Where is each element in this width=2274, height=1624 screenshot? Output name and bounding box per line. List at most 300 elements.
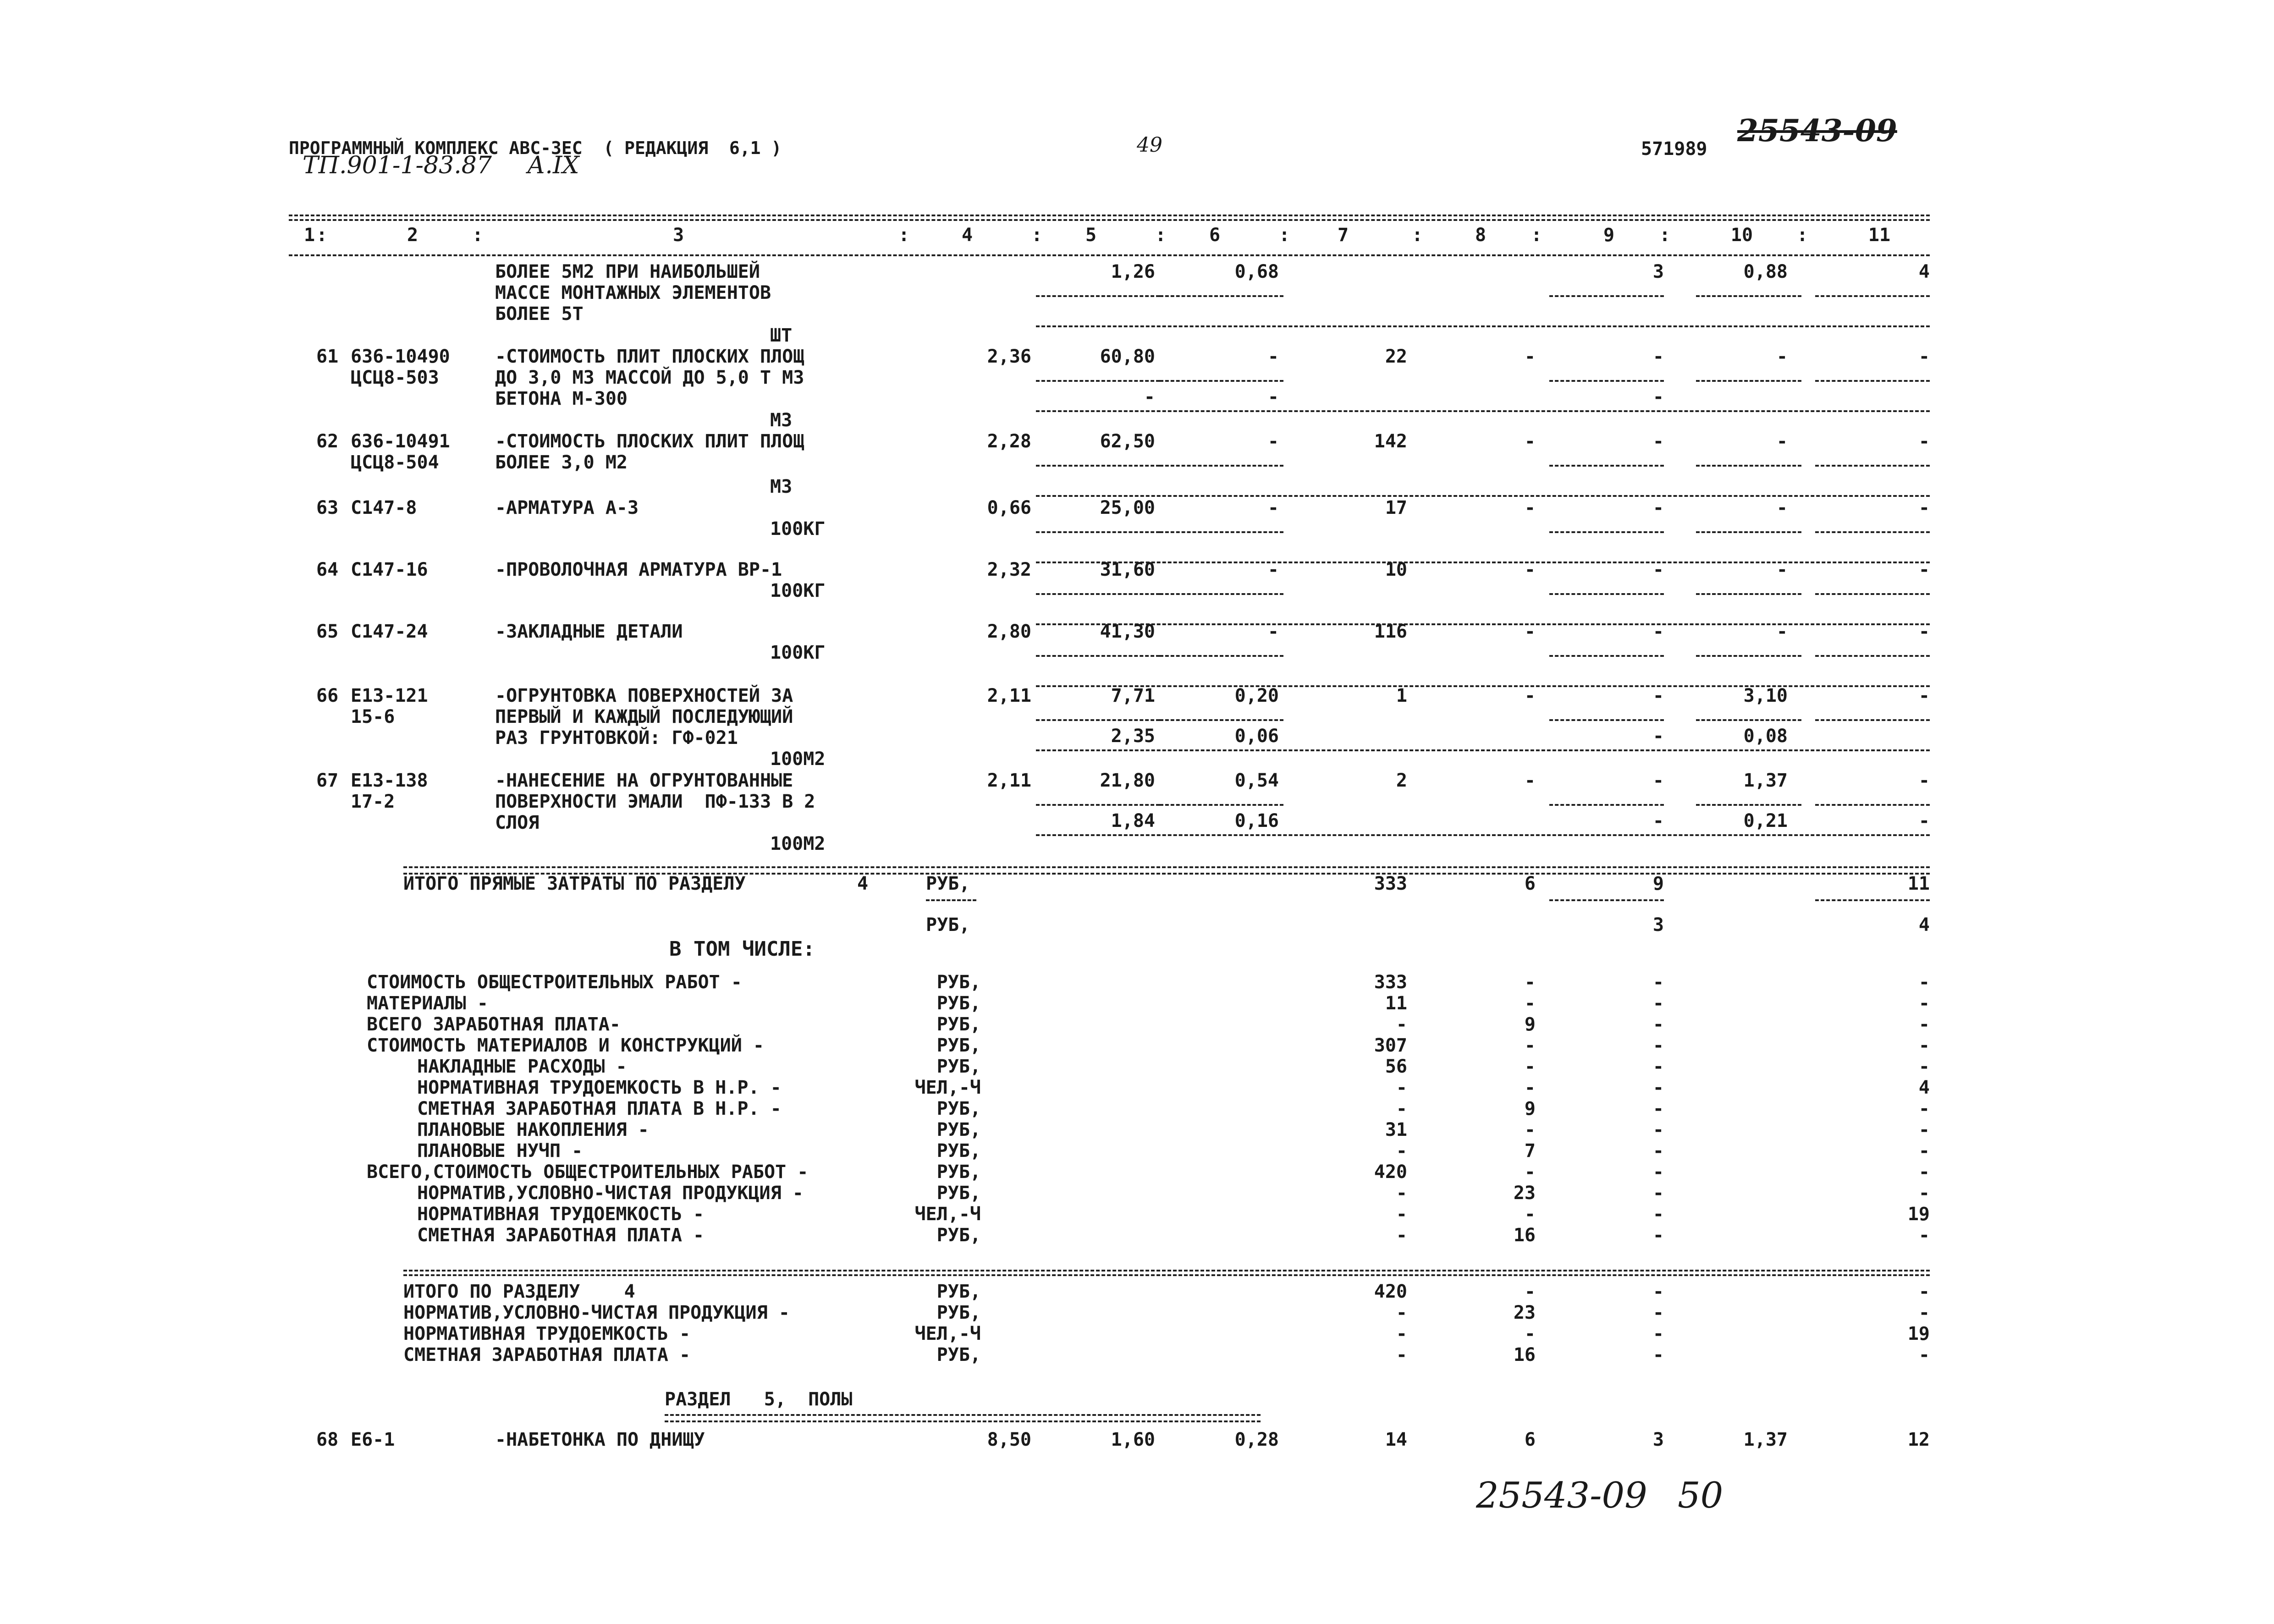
row-sub-s6: 0,06 — [1234, 726, 1279, 747]
row-c8: - — [1524, 431, 1536, 452]
row-subrule-s9 — [1549, 804, 1664, 806]
direct-costs-c9b: 3 — [1652, 914, 1664, 936]
summary-unit: РУБ, — [936, 1183, 981, 1204]
row-c10: 0,88 — [1743, 261, 1788, 282]
row-number: 65 — [316, 621, 339, 642]
row-description: -АРМАТУРА А-3 — [495, 497, 639, 518]
summary-c8: - — [1524, 993, 1536, 1014]
row-separator — [1036, 325, 1930, 327]
row-subrule-s9 — [1549, 531, 1664, 533]
row-subrule-s11 — [1815, 593, 1930, 595]
section-total-c9: - — [1652, 1323, 1664, 1344]
summary-unit: ЧЕЛ,-Ч — [914, 1077, 981, 1098]
row-number: 64 — [316, 559, 339, 580]
summary-c9: - — [1652, 1183, 1664, 1204]
column-header-separator: : — [1531, 225, 1542, 246]
footer-handwritten-ref: 25543-09 — [1476, 1475, 1647, 1516]
summary-c11: - — [1918, 972, 1930, 993]
row-c10: - — [1776, 559, 1788, 580]
row-description: СЛОЯ — [495, 812, 540, 833]
summary-c11: - — [1918, 1162, 1930, 1183]
row-sub-s5: 1,84 — [1111, 810, 1155, 831]
row-code: Е13-121 — [351, 685, 428, 706]
column-header-separator: : — [1279, 225, 1290, 246]
row-c4: 2,80 — [987, 621, 1031, 642]
row-unit: 100КГ — [770, 518, 826, 539]
summary-label: СМЕТНАЯ ЗАРАБОТНАЯ ПЛАТА - — [417, 1225, 705, 1246]
row-separator — [1036, 623, 1930, 625]
doc-code: 571989 — [1641, 138, 1707, 160]
row-c5: 41,30 — [1100, 621, 1155, 642]
row-c11: - — [1918, 559, 1930, 580]
summary-unit: РУБ, — [936, 1098, 981, 1119]
summary-c7: - — [1396, 1183, 1407, 1204]
row-subrule-s5 — [1036, 719, 1160, 721]
summary-c8: - — [1524, 972, 1536, 993]
column-header-separator: : — [1797, 225, 1808, 246]
column-header-8: 8 — [1475, 225, 1487, 246]
summary-c11: - — [1918, 1014, 1930, 1035]
summary-c9: - — [1652, 1162, 1664, 1183]
row-c6: - — [1267, 621, 1279, 642]
column-header-separator: : — [316, 225, 328, 246]
column-header-separator: : — [472, 225, 484, 246]
summary-c7: - — [1396, 1225, 1407, 1246]
row-c8: - — [1524, 685, 1536, 706]
section-total-c11: - — [1918, 1344, 1930, 1365]
summary-c9: - — [1652, 993, 1664, 1014]
row-c5: 7,71 — [1111, 685, 1155, 706]
row-c8: - — [1524, 621, 1536, 642]
direct-costs-label: ИТОГО ПРЯМЫЕ ЗАТРАТЫ ПО РАЗДЕЛУ — [403, 873, 746, 894]
section-total-c7: - — [1396, 1323, 1407, 1344]
summary-c11: - — [1918, 1225, 1930, 1246]
row-c11: - — [1918, 685, 1930, 706]
row-subrule-s9 — [1549, 295, 1664, 297]
row-sub-s5: - — [1144, 386, 1155, 407]
row-subrule-s10 — [1696, 295, 1801, 297]
column-header-4: 4 — [961, 225, 973, 246]
row-subrule-s6 — [1160, 719, 1283, 721]
summary-c8: 16 — [1513, 1225, 1536, 1246]
header-rule-top — [289, 215, 1930, 216]
row-code: ЦСЦ8-503 — [351, 367, 439, 388]
row-subrule-s6 — [1160, 531, 1283, 533]
summary-c8: 7 — [1524, 1140, 1536, 1162]
summary-label: НОРМАТИВНАЯ ТРУДОЕМКОСТЬ В Н.Р. - — [417, 1077, 782, 1098]
row-description: РАЗ ГРУНТОВКОЙ: ГФ-021 — [495, 727, 738, 749]
summary-label: ВСЕГО ЗАРАБОТНАЯ ПЛАТА- — [367, 1014, 621, 1035]
row-subrule-s10 — [1696, 465, 1801, 467]
summary-c11: - — [1918, 1035, 1930, 1056]
summary-c9: - — [1652, 1056, 1664, 1077]
row-unit: 100М2 — [770, 749, 826, 770]
row-subrule-s10 — [1696, 655, 1801, 657]
summary-c9: - — [1652, 1204, 1664, 1225]
summary-c7: - — [1396, 1014, 1407, 1035]
row-sub-s10: 0,21 — [1743, 810, 1788, 831]
row-subrule-s6 — [1160, 465, 1283, 467]
row-c10: 3,10 — [1743, 685, 1788, 706]
row-c7: 116 — [1374, 621, 1407, 642]
column-header-11: 11 — [1868, 225, 1891, 246]
summary-unit: ЧЕЛ,-Ч — [914, 1204, 981, 1225]
row-c11: - — [1918, 621, 1930, 642]
summary-c11: - — [1918, 993, 1930, 1014]
row-description: БОЛЕЕ 5Т — [495, 303, 584, 325]
summary-c7: 307 — [1374, 1035, 1407, 1056]
summary-label: ПЛАНОВЫЕ НУЧП - — [417, 1140, 583, 1162]
row68-c10: 1,37 — [1743, 1429, 1788, 1450]
row-subrule-s6 — [1160, 295, 1283, 297]
row-description: ДО 3,0 М3 МАССОЙ ДО 5,0 Т М3 — [495, 367, 804, 388]
row-c5: 62,50 — [1100, 431, 1155, 452]
row-separator — [1036, 685, 1930, 687]
next-section-underline — [665, 1414, 1261, 1422]
row-subrule-s9 — [1549, 465, 1664, 467]
section-total-label: НОРМАТИВ,УСЛОВНО-ЧИСТАЯ ПРОДУКЦИЯ - — [403, 1302, 790, 1323]
row-c8: - — [1524, 559, 1536, 580]
summary-unit: РУБ, — [936, 1225, 981, 1246]
summary-c8: - — [1524, 1056, 1536, 1077]
row68-code: Е6-1 — [351, 1429, 395, 1450]
row-c6: - — [1267, 431, 1279, 452]
row-code: С147-8 — [351, 497, 417, 518]
row-c5: 25,00 — [1100, 497, 1155, 518]
row-subrule-s10 — [1696, 531, 1801, 533]
row-c9: - — [1652, 559, 1664, 580]
row68-num: 68 — [316, 1429, 339, 1450]
header-rule-top-2 — [289, 219, 1930, 221]
summary-label: НОРМАТИВНАЯ ТРУДОЕМКОСТЬ - — [417, 1204, 705, 1225]
row-c9: - — [1652, 431, 1664, 452]
row-c11: - — [1918, 497, 1930, 518]
row-description: БОЛЕЕ 5М2 ПРИ НАИБОЛЬШЕЙ — [495, 261, 760, 282]
row68-c7: 14 — [1385, 1429, 1407, 1450]
section-total-c9: - — [1652, 1281, 1664, 1302]
row-description: -ОГРУНТОВКА ПОВЕРХНОСТЕЙ ЗА — [495, 685, 793, 706]
summary-c7: 420 — [1374, 1162, 1407, 1183]
row-description: МАССЕ МОНТАЖНЫХ ЭЛЕМЕНТОВ — [495, 282, 771, 303]
row-subrule-s6 — [1160, 804, 1283, 806]
row-c7: 142 — [1374, 431, 1407, 452]
including-label: В ТОМ ЧИСЛЕ: — [669, 937, 815, 961]
summary-c11: 19 — [1907, 1204, 1930, 1225]
row-separator — [1036, 410, 1930, 412]
row68-c11: 12 — [1907, 1429, 1930, 1450]
section-total-unit: РУБ, — [936, 1302, 981, 1323]
row-subrule-s11 — [1815, 465, 1930, 467]
row-code: ЦСЦ8-504 — [351, 452, 439, 473]
row-subrule-s6 — [1160, 380, 1283, 382]
row-unit-top: М3 — [770, 476, 793, 497]
row-c5: 21,80 — [1100, 770, 1155, 791]
row-sub-s5: 2,35 — [1111, 726, 1155, 747]
section-total-label: ИТОГО ПО РАЗДЕЛУ 4 — [403, 1281, 635, 1302]
row-code: Е13-138 — [351, 770, 428, 791]
row-description: -ПРОВОЛОЧНАЯ АРМАТУРА ВР-1 — [495, 559, 782, 580]
column-header-6: 6 — [1209, 225, 1221, 246]
row-c8: - — [1524, 770, 1536, 791]
row68-c8: 6 — [1524, 1429, 1536, 1450]
row-c7: 22 — [1385, 346, 1407, 367]
summary-label: НОРМАТИВ,УСЛОВНО-ЧИСТАЯ ПРОДУКЦИЯ - — [417, 1183, 804, 1204]
summary-c7: - — [1396, 1140, 1407, 1162]
struck-stamp-number: 25543-09 — [1737, 113, 1897, 149]
section-total-unit: РУБ, — [936, 1281, 981, 1302]
summary-c8: - — [1524, 1077, 1536, 1098]
section-total-c7: - — [1396, 1302, 1407, 1323]
row-c10: 1,37 — [1743, 770, 1788, 791]
row-c5: 60,80 — [1100, 346, 1155, 367]
direct-costs-c7: 333 — [1374, 873, 1407, 894]
row-c11: - — [1918, 770, 1930, 791]
row-description: -СТОИМОСТЬ ПЛОСКИХ ПЛИТ ПЛОЩ — [495, 431, 804, 452]
summary-unit: РУБ, — [936, 1014, 981, 1035]
row-subrule-s11 — [1815, 655, 1930, 657]
summary-c7: 56 — [1385, 1056, 1407, 1077]
row-number: 61 — [316, 346, 339, 367]
row-c6: 0,68 — [1234, 261, 1279, 282]
row-subrule-s9 — [1549, 655, 1664, 657]
row-sub-s6: 0,16 — [1234, 810, 1279, 831]
row-unit: 100КГ — [770, 642, 826, 663]
row-unit: 100М2 — [770, 833, 826, 854]
summary-c7: - — [1396, 1204, 1407, 1225]
summary-unit: РУБ, — [936, 1162, 981, 1183]
summary-c11: 4 — [1918, 1077, 1930, 1098]
direct-costs-underline-unit — [926, 899, 976, 901]
row-c10: - — [1776, 621, 1788, 642]
row-c5: 1,26 — [1111, 261, 1155, 282]
row-description: БОЛЕЕ 3,0 М2 — [495, 452, 628, 473]
summary-c7: 333 — [1374, 972, 1407, 993]
section-total-c9: - — [1652, 1302, 1664, 1323]
summary-c7: - — [1396, 1098, 1407, 1119]
row-subrule-s5 — [1036, 295, 1160, 297]
summary-label: СМЕТНАЯ ЗАРАБОТНАЯ ПЛАТА В Н.Р. - — [417, 1098, 782, 1119]
row-c7: 17 — [1385, 497, 1407, 518]
next-section-title: РАЗДЕЛ 5, ПОЛЫ — [665, 1389, 853, 1410]
section-total-c7: - — [1396, 1344, 1407, 1365]
summary-c8: - — [1524, 1035, 1536, 1056]
section-total-c8: 23 — [1513, 1302, 1536, 1323]
row-description: -НАНЕСЕНИЕ НА ОГРУНТОВАННЫЕ — [495, 770, 793, 791]
summary-unit: РУБ, — [936, 1035, 981, 1056]
section-total-c11: 19 — [1907, 1323, 1930, 1344]
summary-c7: 11 — [1385, 993, 1407, 1014]
summary-c11: - — [1918, 1140, 1930, 1162]
row-subrule-s6 — [1160, 593, 1283, 595]
direct-costs-unit: РУБ, — [926, 873, 970, 894]
row-separator — [1036, 495, 1930, 497]
direct-costs-section: 4 — [857, 873, 869, 894]
row-unit: 100КГ — [770, 580, 826, 601]
row-c4: 2,36 — [987, 346, 1031, 367]
handwritten-project-ref: ТП.901-1-83.87 — [303, 152, 492, 179]
row-sub-s10: 0,08 — [1743, 726, 1788, 747]
summary-c9: - — [1652, 1119, 1664, 1140]
column-header-1: 1 — [303, 225, 315, 246]
footer-handwritten-page: 50 — [1678, 1475, 1723, 1516]
row-c9: - — [1652, 685, 1664, 706]
row-c10: - — [1776, 497, 1788, 518]
row-code: С147-24 — [351, 621, 428, 642]
row-c4: 0,66 — [987, 497, 1031, 518]
column-header-separator: : — [1031, 225, 1043, 246]
row-c7: 1 — [1396, 685, 1407, 706]
section-total-label: НОРМАТИВНАЯ ТРУДОЕМКОСТЬ - — [403, 1323, 691, 1344]
row-subrule-s11 — [1815, 804, 1930, 806]
summary-c11: - — [1918, 1183, 1930, 1204]
direct-costs-underline-c11 — [1815, 899, 1930, 901]
row-description: ПОВЕРХНОСТИ ЭМАЛИ ПФ-133 В 2 — [495, 791, 815, 812]
row-separator — [1036, 562, 1930, 563]
row-c4: 2,11 — [987, 770, 1031, 791]
row-c8: - — [1524, 346, 1536, 367]
column-header-5: 5 — [1085, 225, 1097, 246]
section-total-c11: - — [1918, 1302, 1930, 1323]
summary-c9: - — [1652, 1077, 1664, 1098]
column-header-10: 10 — [1730, 225, 1753, 246]
row-sub-s6: - — [1267, 386, 1279, 407]
row68-c6: 0,28 — [1234, 1429, 1279, 1450]
row-sub-s9: - — [1652, 726, 1664, 747]
row-c6: - — [1267, 559, 1279, 580]
row-c11: - — [1918, 346, 1930, 367]
row-separator — [1036, 834, 1930, 836]
column-header-separator: : — [1659, 225, 1671, 246]
handwritten-album: А.IX — [527, 152, 579, 179]
summary-c11: - — [1918, 1098, 1930, 1119]
row-number: 66 — [316, 685, 339, 706]
section-total-c7: 420 — [1374, 1281, 1407, 1302]
row-c11: 4 — [1918, 261, 1930, 282]
row-unit-top: М3 — [770, 410, 793, 431]
row-c9: 3 — [1652, 261, 1664, 282]
row-c10: - — [1776, 346, 1788, 367]
section-total-c8: - — [1524, 1323, 1536, 1344]
summary-c8: 23 — [1513, 1183, 1536, 1204]
summary-label: ВСЕГО,СТОИМОСТЬ ОБЩЕСТРОИТЕЛЬНЫХ РАБОТ - — [367, 1162, 809, 1183]
row-subrule-s10 — [1696, 380, 1801, 382]
row-code: 17-2 — [351, 791, 395, 812]
summary-c9: - — [1652, 1098, 1664, 1119]
row-c9: - — [1652, 621, 1664, 642]
row-subrule-s10 — [1696, 804, 1801, 806]
column-header-3: 3 — [672, 225, 684, 246]
summary-c8: 9 — [1524, 1014, 1536, 1035]
direct-costs-unit-b: РУБ, — [926, 914, 970, 936]
summary-c9: - — [1652, 1225, 1664, 1246]
row-c6: - — [1267, 346, 1279, 367]
row-c8: - — [1524, 497, 1536, 518]
section-total-c8: 16 — [1513, 1344, 1536, 1365]
row-subrule-s9 — [1549, 593, 1664, 595]
section-total-unit: ЧЕЛ,-Ч — [914, 1323, 981, 1344]
summary-unit: РУБ, — [936, 1140, 981, 1162]
row-number: 67 — [316, 770, 339, 791]
row-number: 62 — [316, 431, 339, 452]
row-separator — [1036, 749, 1930, 751]
row-subrule-s10 — [1696, 593, 1801, 595]
section-total-label: СМЕТНАЯ ЗАРАБОТНАЯ ПЛАТА - — [403, 1344, 691, 1365]
row-subrule-s9 — [1549, 380, 1664, 382]
direct-costs-underline-c9 — [1549, 899, 1664, 901]
summary-label: СТОИМОСТЬ МАТЕРИАЛОВ И КОНСТРУКЦИЙ - — [367, 1035, 764, 1056]
row-code: 636-10490 — [351, 346, 450, 367]
column-header-9: 9 — [1603, 225, 1615, 246]
row-c4: 2,11 — [987, 685, 1031, 706]
row-sub-s9: - — [1652, 810, 1664, 831]
column-header-separator: : — [1412, 225, 1423, 246]
summary-c11: - — [1918, 1119, 1930, 1140]
row-c6: 0,54 — [1234, 770, 1279, 791]
row-c6: 0,20 — [1234, 685, 1279, 706]
summary-c9: - — [1652, 1140, 1664, 1162]
row-c11: - — [1918, 431, 1930, 452]
row-number: 63 — [316, 497, 339, 518]
row-c9: - — [1652, 497, 1664, 518]
row-sub-s11: - — [1918, 810, 1930, 831]
summary-c11: - — [1918, 1056, 1930, 1077]
row-code: С147-16 — [351, 559, 428, 580]
section-total-unit: РУБ, — [936, 1344, 981, 1365]
row-subrule-s5 — [1036, 593, 1160, 595]
row-c6: - — [1267, 497, 1279, 518]
row-subrule-s5 — [1036, 465, 1160, 467]
row-description: ПЕРВЫЙ И КАЖДЫЙ ПОСЛЕДУЮЩИЙ — [495, 706, 793, 727]
direct-costs-c9: 9 — [1652, 873, 1664, 894]
summary-c8: - — [1524, 1162, 1536, 1183]
summary-label: НАКЛАДНЫЕ РАСХОДЫ - — [417, 1056, 627, 1077]
row68-c4: 8,50 — [987, 1429, 1031, 1450]
row-c10: - — [1776, 431, 1788, 452]
row-c5: 31,60 — [1100, 559, 1155, 580]
summary-label: МАТЕРИАЛЫ - — [367, 993, 488, 1014]
program-title: ПРОГРАММНЫЙ КОМПЛЕКС АВС-ЗЕС ( РЕДАКЦИЯ 6,1 ) — [289, 138, 782, 158]
row-c4: 2,32 — [987, 559, 1031, 580]
row-subrule-s10 — [1696, 719, 1801, 721]
column-header-7: 7 — [1337, 225, 1349, 246]
direct-costs-c8: 6 — [1524, 873, 1536, 894]
section-total-c11: - — [1918, 1281, 1930, 1302]
row-unit-top: ШТ — [770, 325, 793, 346]
column-header-separator: : — [1155, 225, 1167, 246]
summary-rule-2 — [403, 1274, 1930, 1276]
row68-desc: -НАБЕТОНКА ПО ДНИЩУ — [495, 1429, 705, 1450]
section-total-c8: - — [1524, 1281, 1536, 1302]
summary-c8: 9 — [1524, 1098, 1536, 1119]
summary-c9: - — [1652, 972, 1664, 993]
summary-label: ПЛАНОВЫЕ НАКОПЛЕНИЯ - — [417, 1119, 649, 1140]
summary-unit: РУБ, — [936, 1056, 981, 1077]
direct-costs-c11b: 4 — [1918, 914, 1930, 936]
column-header-2: 2 — [407, 225, 418, 246]
row-description: БЕТОНА М-300 — [495, 388, 628, 409]
row-subrule-s5 — [1036, 804, 1160, 806]
section-total-c9: - — [1652, 1344, 1664, 1365]
summary-c9: - — [1652, 1014, 1664, 1035]
summary-c8: - — [1524, 1119, 1536, 1140]
summary-unit: РУБ, — [936, 972, 981, 993]
row-c9: - — [1652, 770, 1664, 791]
row-c7: 2 — [1396, 770, 1407, 791]
row-c4: 2,28 — [987, 431, 1031, 452]
row68-c5: 1,60 — [1111, 1429, 1155, 1450]
summary-label: СТОИМОСТЬ ОБЩЕСТРОИТЕЛЬНЫХ РАБОТ - — [367, 972, 742, 993]
row-subrule-s6 — [1160, 655, 1283, 657]
